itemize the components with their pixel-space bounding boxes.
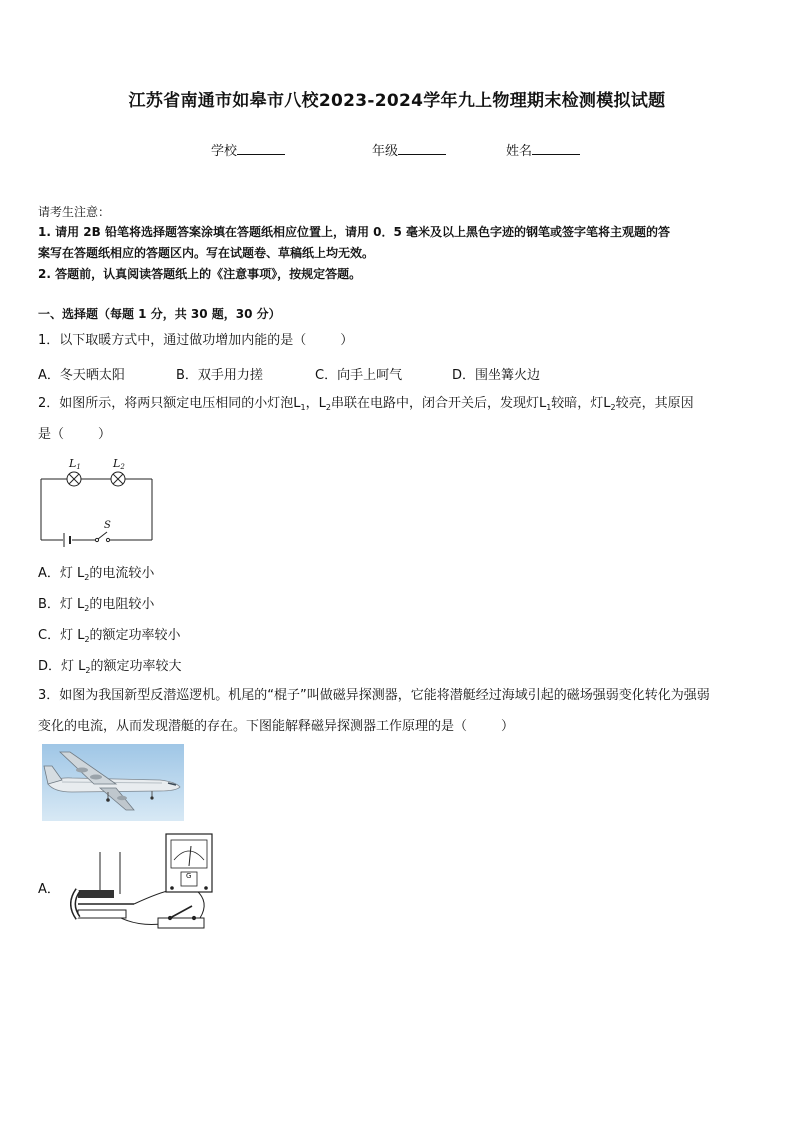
question-2-option-a: A．灯 $L_2$的电流较小 xyxy=(38,566,155,582)
question-2-stem-line-2 xyxy=(38,419,760,450)
question-1-stem xyxy=(38,325,760,356)
question-3-stem-line-1: 3．如图为我国新型反潜巡逻机。机尾的“棍子”叫做磁异探测器，它能将潜艇经过海域引起的磁场强弱变化转化为强弱 xyxy=(38,688,710,703)
question-2-option-d: D．灯 $L_2$的额定功率较大 xyxy=(38,659,182,675)
battery-icon xyxy=(64,533,70,547)
q3-paren-end: ） xyxy=(501,719,515,734)
grade-field xyxy=(372,140,446,159)
question-3-option-a-label: A． xyxy=(38,882,60,897)
question-2-option-b: B．灯 $L_2$的电阻较小 xyxy=(38,597,155,613)
notice-title: 请考生注意： xyxy=(38,205,111,219)
lamp-l1-icon xyxy=(67,472,81,486)
school-field xyxy=(211,140,285,159)
section-header: 一、选择题（每题 1 分，共 30 题，30 分） xyxy=(38,307,281,321)
lamp-l2-icon xyxy=(111,472,125,486)
q2-text-e: 较亮，其原因 xyxy=(615,396,694,411)
page-title: 江苏省南通市如皋市八校2023-2024学年九上物理期末检测模拟试题 xyxy=(128,91,666,111)
grade-blank xyxy=(398,142,446,155)
question-1-option-d: D．围坐篝火边 xyxy=(452,368,541,383)
question-1-option-c: C．向手上呵气 xyxy=(315,368,403,383)
label-l2: L2 xyxy=(113,457,125,471)
q2-text-c: 串联在电路中，闭合开关后，发现灯L xyxy=(330,396,547,411)
q3-text-line2: 变化的电流，从而发现潜艇的存在。下图能解释磁异探测器工作原理的是（ xyxy=(38,719,468,734)
q2-text-b: ，L xyxy=(305,396,326,411)
grade-label: 年级 xyxy=(372,144,399,159)
label-s: S xyxy=(104,520,111,531)
knife-switch-icon xyxy=(158,906,204,928)
name-field xyxy=(506,140,580,159)
question-2-option-c: C．灯 $L_2$的额定功率较小 xyxy=(38,628,181,644)
question-1-paren-end: ） xyxy=(340,333,354,348)
electromagnetic-induction-diagram xyxy=(70,832,218,936)
question-1-option-b: B．双手用力搓 xyxy=(176,368,263,383)
question-3-stem-line-2 xyxy=(38,711,760,742)
question-1-option-a: A．冬天晒太阳 xyxy=(38,368,125,383)
q2-sub-1: 1 xyxy=(300,403,306,412)
name-label: 姓名 xyxy=(506,144,533,159)
switch-icon xyxy=(95,532,109,542)
q2-text-d: 较暗，灯L xyxy=(551,396,611,411)
notice-item-2: 2. 答题前，认真阅读答题纸上的《注意事项》，按规定答题。 xyxy=(38,267,362,281)
q2-text-a: 2．如图所示，将两只额定电压相同的小灯泡L xyxy=(38,396,301,411)
meter-label: G xyxy=(186,872,192,880)
question-1-text: 1．以下取暖方式中，通过做功增加内能的是（ xyxy=(38,333,307,348)
q2-paren-end: ） xyxy=(98,427,112,442)
label-l1: L1 xyxy=(69,457,81,471)
school-blank xyxy=(237,142,285,155)
question-2-stem-line-1 xyxy=(38,388,760,423)
name-blank xyxy=(532,142,580,155)
notice-item-1-line-2: 案写在答题纸相应的答题区内。写在试题卷、草稿纸上均无效。 xyxy=(38,246,375,260)
notice-item-1-line-1: 1. 请用 2B 铅笔将选择题答案涂填在答题纸相应位置上，请用 0．5 毫米及以上黑色字迹的钢笔或签字笔将主观题的答 xyxy=(38,225,670,239)
q2-sub-4: 2 xyxy=(610,403,616,412)
q2-text-line2: 是（ xyxy=(38,427,65,442)
galvanometer-icon xyxy=(166,834,212,892)
patrol-aircraft-image xyxy=(42,744,184,821)
q2-sub-2: 2 xyxy=(325,403,331,412)
q2-sub-3: 1 xyxy=(546,403,552,412)
school-label: 学校 xyxy=(211,144,238,159)
circuit-diagram xyxy=(36,452,158,548)
